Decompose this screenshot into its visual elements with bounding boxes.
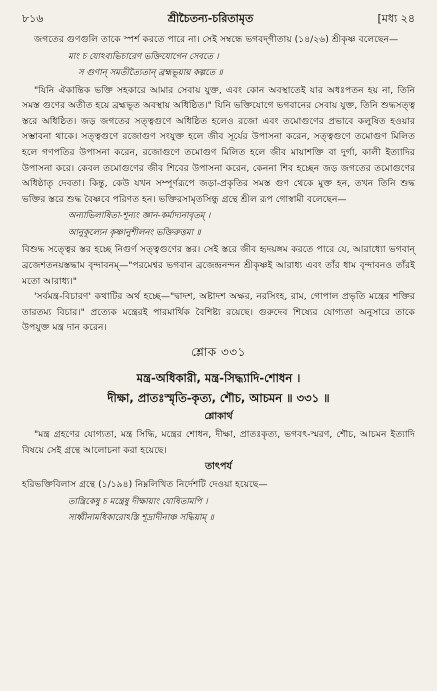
translation-heading: শ্লোকার্থ [204, 410, 233, 422]
sloka-line-2: দীক্ষা, প্রাতঃস্মৃতি-কৃত্য, শৌচ, আচমন ॥ ৩৩১ ॥ [107, 390, 330, 405]
paragraph-2: "যিনি ঐকান্তিক ভক্তি সহকারে আমার সেবায় যুক্ত, এবং কোন অবস্থাতেই যার অধঃপতন হয় না, তিনি সমস্ত গুণের অতীত হয়ে ব্রহ্মভূত অবস্থায় অধিষ্ঠিত।" যিনি ভক্তিযোগে ভগবানের সেবায় যুক্ত, তিনি শুদ্ধসত্ত্ব স্তরে অধিষ্ঠিত। জড় জগতের সত্ত্বগুণে অধিষ্ঠিত হলেও রজো এবং তমোগুণের প্রভাবে কলুষিত হওয়ার সম্ভাবনা থাকে। সত্ত্বগুণে রজোগুণ সংযুক্ত হলে জীব সূর্যের উপাসনা করেন, সত্ত্বগুণে তমোগুণ মিলিত হলে গণপতির উপাসনা করেন, রজোগুণে তমোগুণ মিলিত হলে জীব মায়াশক্তি বা দুর্গা, কালী ইত্যাদির উপাসনা করে। কেবল তমোগুণের জীব শিবের উপাসনা করেন, কেননা শিব হচ্ছেন জড় জগতের তমোগুণের অধিষ্ঠাতৃ দেবতা। কিন্তু, কেউ যখন সম্পূর্ণরূপে জড়া-প্রকৃতির সমস্ত গুণ থেকে মুক্ত হন, তখন তিনি শুদ্ধ ভক্তির স্তরে শুদ্ধ বৈষ্ণবে পরিণত হন। ভক্তিরসামৃতসিন্ধু গ্রন্থে শ্রীল রূপ গোস্বামী বলেছেন— [22, 84, 415, 205]
paragraph-3: বিশুদ্ধ সত্ত্বের স্তর হচ্ছে নিগুর্ণ সত্ত্বগুণের স্তর। সেই স্তরে জীব হৃদয়ঙ্গম করতে পারে যে, আরাধ্যো ভগবান্‌ ব্রজেশতনয়স্তদ্ধাম বৃন্দাবনম্‌—"পরমেশ্বর ভগবান ব্রজেন্দ্রনন্দন শ্রীকৃষ্ণই আরাধ্য এবং তাঁর ধাম বৃন্দাবনও তাঁরই মতো আরাধ্য।" [22, 244, 415, 287]
verse-1-line-2: স গুণান্‌ সমতীত্যৈতান্‌ ব্রহ্মভূয়ায় কল্পতে ॥ [78, 68, 223, 79]
paragraph-1: জগতের গুণগুলি তাকে স্পর্শ করতে পারে না। সেই সম্বন্ধে ভগবদ্‌গীতায় (১৪/২৬) শ্রীকৃষ্ণ বলেছেন— [34, 34, 399, 45]
verse-3-line-1: তান্ত্রিকেষু চ মন্ত্রেষু দীক্ষায়াং যোষিতামপি । [68, 496, 208, 507]
purport-heading: তাৎপর্য [205, 461, 232, 473]
paragraph-4: 'সর্বমন্ত্র-বিচারণ' কথাটির অর্থ হচ্ছে—"দ্বাদশ, অষ্টাদশ অক্ষর, নরসিংহ, রাম, গোপাল প্রভৃতি মন্ত্রের শক্তির তারতম্য বিচার।" প্রত্যেক মন্ত্রেরই পারমার্থিক বৈশিষ্ট্য রয়েছে। গুরুদেব শিষ্যের যোগ্যতা অনুসারে তাকে উপযুক্ত মন্ত্র দান করেন। [22, 291, 415, 334]
verse-2-line-2: আনুকূল্যেন কৃষ্ণানুশীলনং ভক্তিরুত্তমা ॥ [68, 227, 201, 238]
chapter-label: [মধ্য ২৪ [377, 12, 415, 25]
page-number: ৮১৬ [22, 12, 44, 25]
translation-text: "মন্ত্র গ্রহণের যোগ্যতা, মন্ত্র সিদ্ধি, মন্ত্রের শোধন, দীক্ষা, প্রাতঃকৃত্য, ভগবৎ-স্মরণ, শৌচ, আচমন ইত্যাদি বিষয়ে সেই গ্রন্থে আলোচনা করা হয়েছে। [22, 428, 415, 456]
verse-3-line-2: সাধ্বীনামধিকারোঽস্তি শূদ্রাদীনাঞ্চ সদ্ধিয়াম্‌ ॥ [68, 513, 214, 524]
verse-1-line-1: মাং চ যোঽব্যভিচারেণ ভক্তিযোগেন সেবতে । [68, 51, 219, 62]
verse-2-line-1: অন্যাভিলাষিতা-শূন্যং জ্ঞান-কর্মাদ্যনাবৃতম্‌ । [68, 211, 211, 222]
purport-text: হরিভক্তিবিলাস গ্রন্থে (১/১৯৪) নিম্নলিখিত নির্দেশটি দেওয়া হয়েছে— [22, 479, 268, 491]
sloka-line-1: মন্ত্র-অধিকারী, মন্ত্র-সিদ্ধ্যাদি-শোধন । [136, 370, 301, 385]
sloka-heading: শ্লোক ৩৩১ [191, 344, 246, 359]
page-header [22, 10, 415, 32]
book-title: শ্রীচৈতন্য-চরিতামৃত [167, 12, 254, 25]
